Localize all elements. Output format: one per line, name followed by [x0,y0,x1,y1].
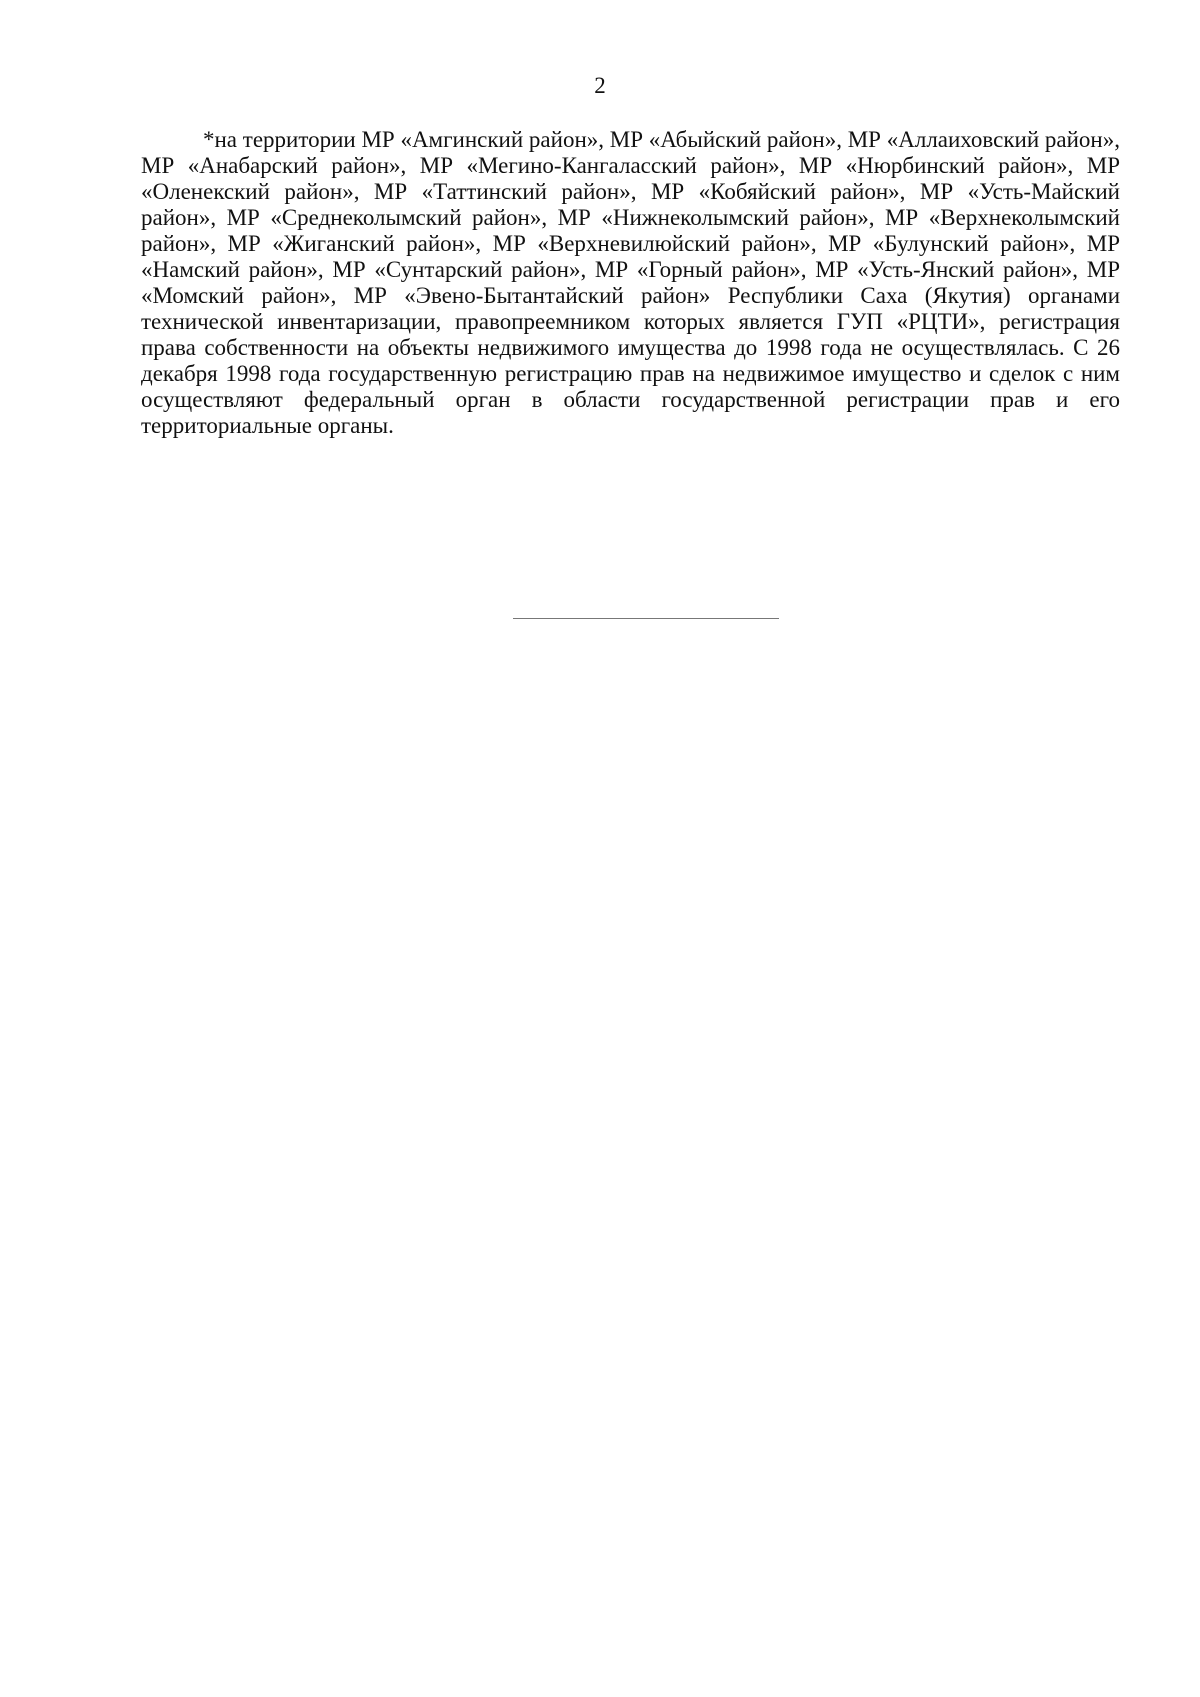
horizontal-divider [513,618,779,619]
footnote-paragraph: *на территории МР «Амгинский район», МР «Абыйский район», МР «Аллаиховский район», МР «Анабарский район», МР «Мегино-Кангаласский район», МР «Нюрбинский район», МР «Оленекский район», МР «Таттинский район», МР «Кобяйский район», МР «Усть-Майский район», МР «Среднеколымский район», МР «Нижнеколымский район», МР «Верхнеколымский район», МР «Жиганский район», МР «Верхневилюйский район», МР «Булунский район», МР «Намский район», МР «Сунтарский район», МР «Горный район», МР «Усть-Янский район», МР «Момский район», МР «Эвено-Бытантайский район» Республики Саха (Якутия) органами технической инвентаризации, правопреемником которых является ГУП «РЦТИ», регистрация права собственности на объекты недвижимого имущества до 1998 года не осуществлялась. С 26 декабря 1998 года государственную регистрацию прав на недвижимое имущество и сделок с ним осуществляют федеральный орган в области государственной регистрации прав и его территориальные органы. [141,127,1120,438]
page-number: 2 [594,73,606,98]
